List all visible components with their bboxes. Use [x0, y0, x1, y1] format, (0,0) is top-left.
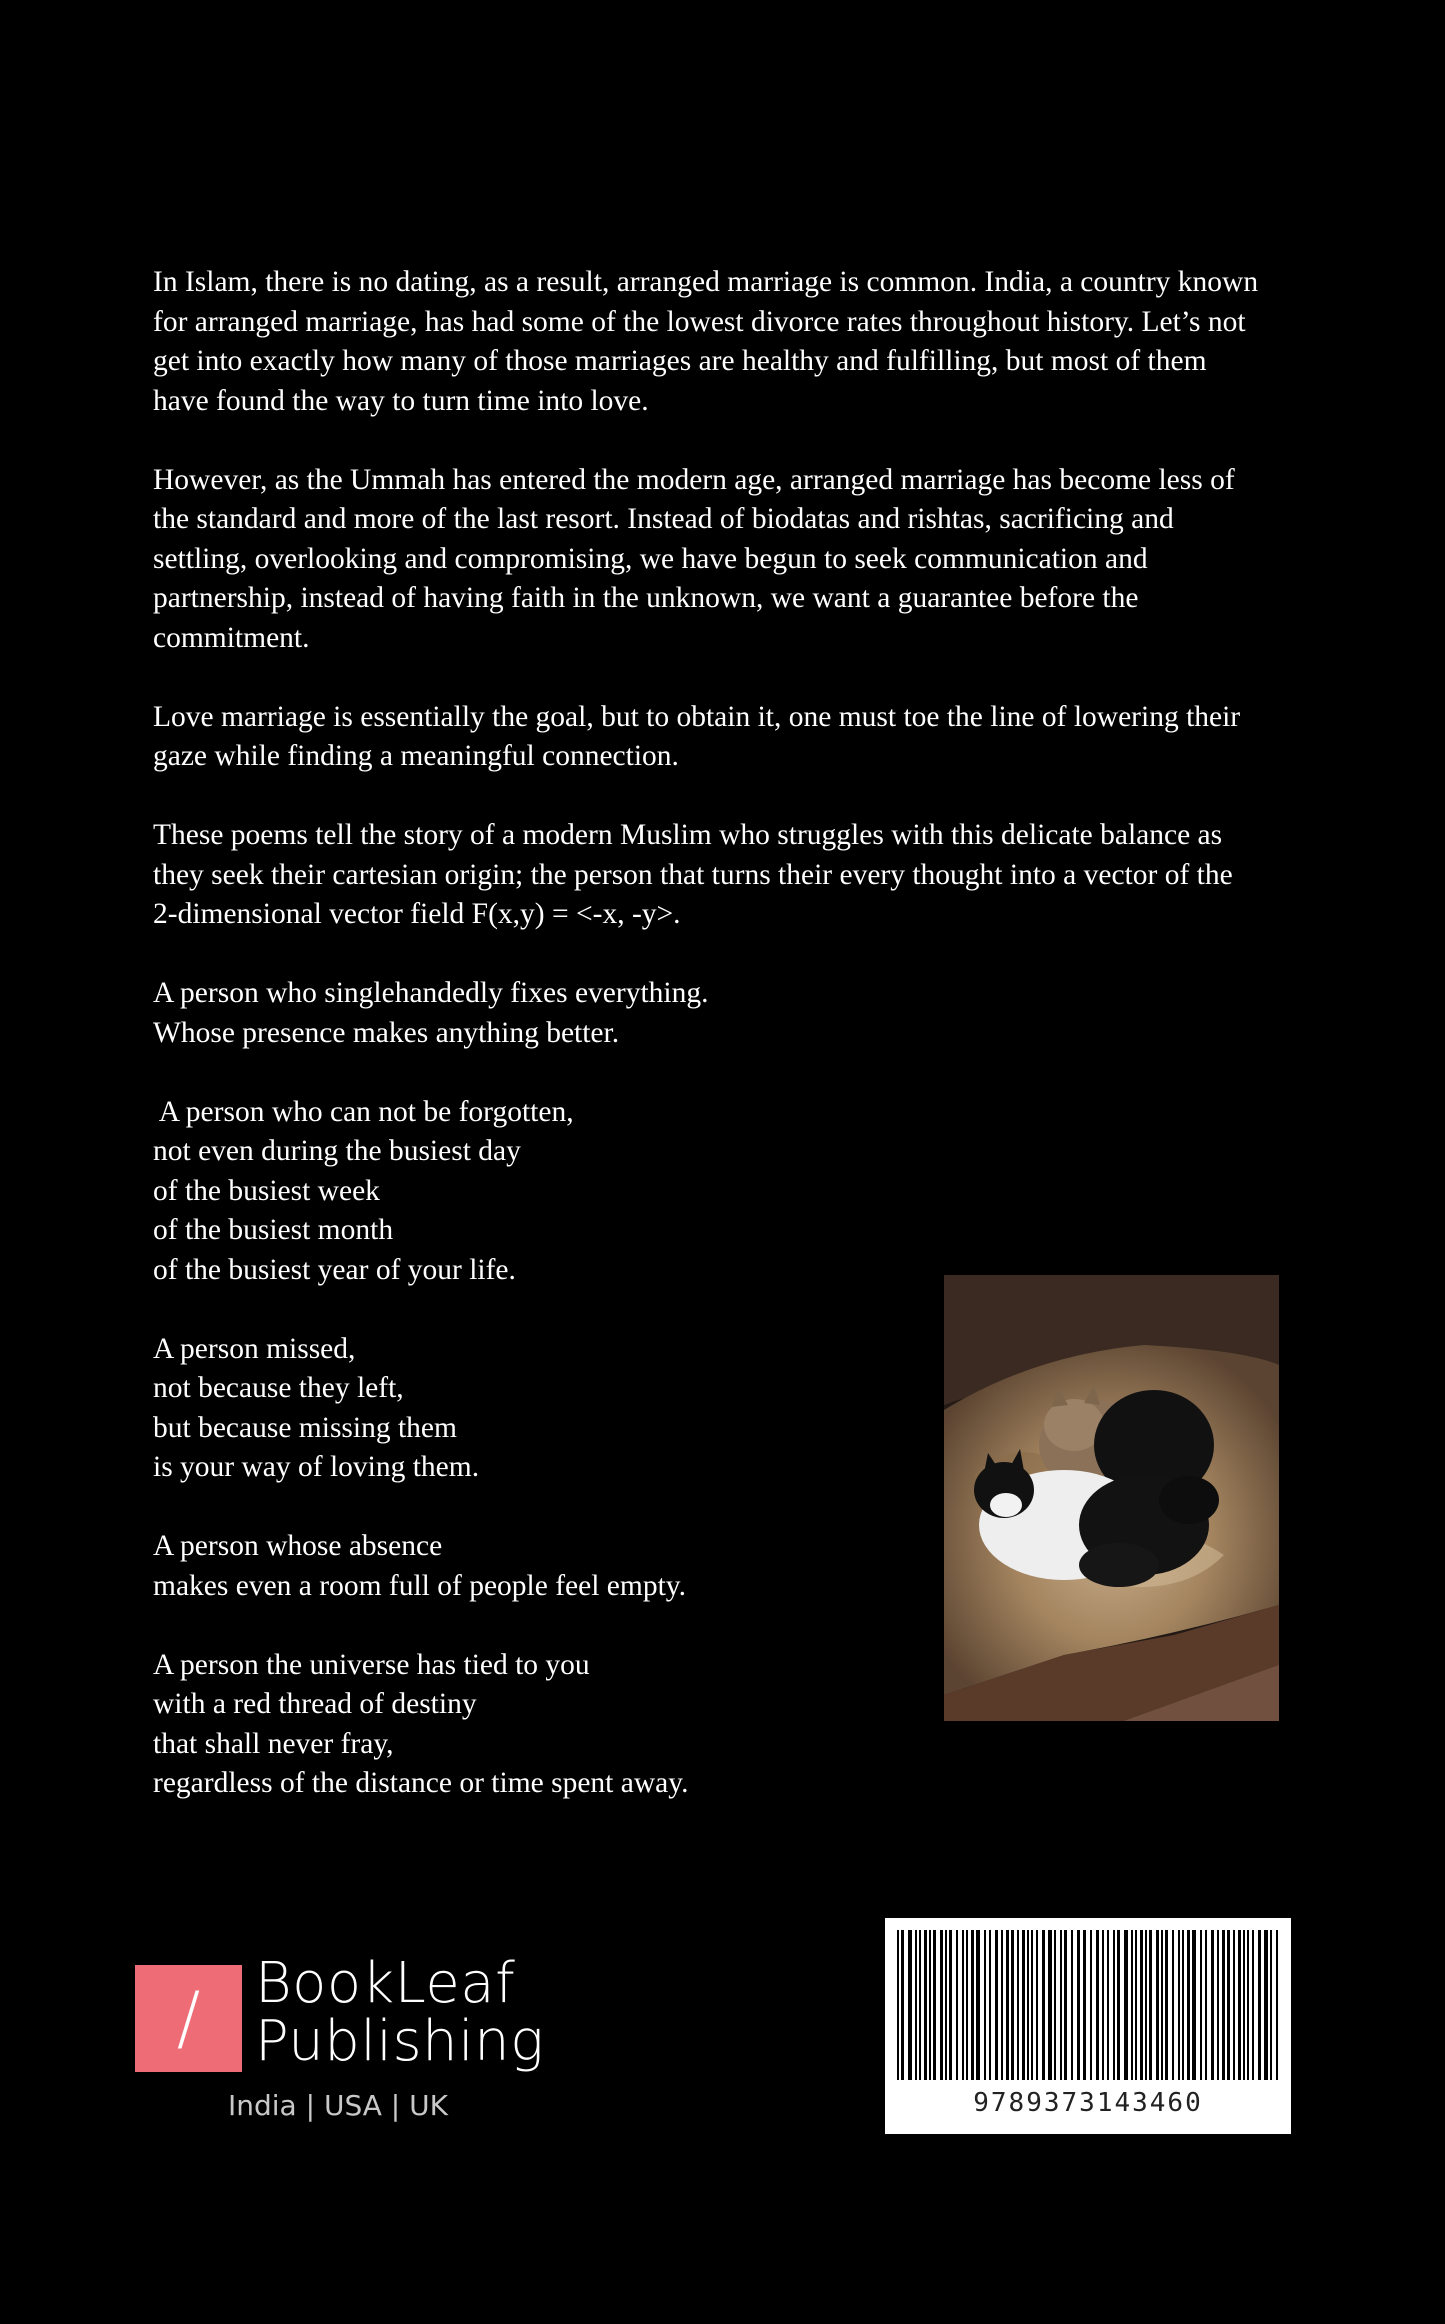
poem-line: of the busiest year of your life. — [153, 1253, 516, 1286]
barcode-bar — [1048, 1930, 1052, 2080]
poem-line: with a red thread of destiny — [153, 1688, 477, 1720]
poem-stanza — [153, 974, 1303, 1053]
text-line: for arranged marriage, has had some of the lowest divorce rates throughout history. Let’s not — [153, 305, 1246, 338]
barcode-bar — [1178, 1930, 1180, 2080]
barcode-bar — [901, 1930, 904, 2080]
text-line: settling, overlooking and compromising, we have begun to seek communication and — [153, 542, 1148, 575]
barcode-bar — [1172, 1930, 1174, 2080]
publisher-name-line2: Publishing — [255, 2009, 545, 2074]
barcode-bar — [1238, 1930, 1241, 2080]
text-line: commitment. — [153, 621, 310, 654]
barcode-bar — [1027, 1930, 1029, 2080]
barcode-bar — [1187, 1930, 1190, 2080]
text-line: get into exactly how many of those marriages are healthy and fulfilling, but most of them — [153, 345, 1207, 377]
barcode-bar — [897, 1930, 899, 2080]
barcode-bar — [966, 1930, 968, 2080]
barcode-bar — [1064, 1930, 1067, 2080]
barcode-bar — [1131, 1930, 1133, 2080]
barcode-bar — [956, 1930, 958, 2080]
logo-mark — [135, 1965, 242, 2072]
barcode-bars — [885, 1918, 1291, 2088]
isbn-number: 9789373143460 — [973, 2088, 1203, 2118]
barcode-bar — [1182, 1930, 1184, 2080]
text-line: the standard and more of the last resort. Instead of biodatas and rishtas, sacrificing and — [153, 503, 1174, 535]
text-line: In Islam, there is no dating, as a result, arranged marriage is common. India, a country known — [153, 266, 1259, 298]
intro-paragraph — [153, 263, 1303, 421]
barcode-bar — [1071, 1930, 1073, 2080]
barcode-bar — [1124, 1930, 1128, 2080]
barcode-bar — [1042, 1930, 1045, 2080]
poem-line: is your way of loving them. — [153, 1451, 480, 1483]
barcode-bar — [919, 1930, 921, 2080]
intro-paragraph — [153, 816, 1303, 935]
barcode-bar — [1222, 1930, 1225, 2080]
barcode-bar — [929, 1930, 931, 2080]
barcode-bar — [1077, 1930, 1080, 2080]
barcode-bar — [962, 1930, 964, 2080]
barcode-bar — [1031, 1930, 1033, 2080]
intro-paragraph — [153, 698, 1303, 777]
poem-line: A person whose absence — [153, 1530, 443, 1562]
poem-line: that shall never fray, — [153, 1727, 394, 1760]
barcode-bar — [995, 1930, 998, 2080]
barcode-bar — [1243, 1930, 1245, 2080]
barcode-bar — [945, 1930, 947, 2080]
text-line: However, as the Ummah has entered the modern age, arranged marriage has become less of — [153, 463, 1235, 496]
barcode-bar — [1140, 1930, 1143, 2080]
barcode-bar — [1096, 1930, 1099, 2080]
text-line: 2-dimensional vector field F(x,y) = <-x, -y>. — [153, 898, 681, 930]
poem-stanza — [153, 1093, 1303, 1291]
barcode-bar — [1161, 1930, 1163, 2080]
barcode-bar — [1270, 1930, 1272, 2080]
barcode-bar — [1165, 1930, 1168, 2080]
barcode-bar — [908, 1930, 912, 2080]
barcode-bar — [1001, 1930, 1003, 2080]
publisher-logo — [135, 1951, 555, 2133]
barcode-bar — [1113, 1930, 1115, 2080]
poem-line: makes even a room full of people feel empty. — [153, 1569, 686, 1602]
text-line: they seek their cartesian origin; the person that turns their every thought into a vector of the — [153, 858, 1233, 891]
barcode-bar — [1258, 1930, 1261, 2080]
barcode-bar — [1090, 1930, 1092, 2080]
poem-line: of the busiest month — [153, 1214, 394, 1246]
publisher-tagline: India | USA | UK — [228, 2089, 448, 2122]
barcode-bar — [940, 1930, 943, 2080]
barcode-bar — [1276, 1930, 1278, 2080]
barcode-bar — [949, 1930, 952, 2080]
text-line: Love marriage is essentially the goal, but to obtain it, one must toe the line of lowering their — [153, 700, 1241, 733]
poem-line: of the busiest week — [153, 1174, 380, 1207]
cats-photo — [944, 1275, 1279, 1721]
text-line: have found the way to turn time into love. — [153, 384, 649, 417]
barcode-bar — [989, 1930, 991, 2080]
poem-line: A person missed, — [153, 1332, 356, 1365]
poem-line: A person the universe has tied to you — [153, 1648, 590, 1681]
barcode-bar — [1054, 1930, 1056, 2080]
barcode-bar — [1211, 1930, 1214, 2080]
poem-line: Whose presence makes anything better. — [153, 1016, 620, 1049]
barcode-bar — [1006, 1930, 1009, 2080]
poem-line: not even during the busiest day — [153, 1135, 521, 1167]
barcode-bar — [1217, 1930, 1219, 2080]
barcode-bar — [1156, 1930, 1159, 2080]
barcode-bar — [1205, 1930, 1207, 2080]
barcode-bar — [1102, 1930, 1104, 2080]
barcode-bar — [933, 1930, 936, 2080]
barcode-bar — [971, 1930, 974, 2080]
isbn-barcode — [885, 1918, 1291, 2134]
publisher-name-line1: BookLeaf — [255, 1951, 516, 2016]
publisher-name — [255, 1951, 545, 2074]
barcode-bar — [924, 1930, 927, 2080]
intro-paragraph — [153, 461, 1303, 659]
poem-line: A person who singlehandedly fixes everything. — [153, 977, 709, 1009]
barcode-bar — [1036, 1930, 1038, 2080]
cats-image — [944, 1275, 1279, 1721]
barcode-bar — [1017, 1930, 1019, 2080]
text-line: gaze while finding a meaningful connection. — [153, 740, 679, 772]
barcode-bar — [1107, 1930, 1109, 2080]
barcode-bar — [1083, 1930, 1086, 2080]
barcode-bar — [1022, 1930, 1025, 2080]
text-line: These poems tell the story of a modern Muslim who struggles with this delicate balance as — [153, 819, 1223, 851]
barcode-bar — [976, 1930, 980, 2080]
text-line: partnership, instead of having faith in the unknown, we want a guarantee before the — [153, 582, 1139, 614]
poem-line: regardless of the distance or time spent away. — [153, 1767, 689, 1799]
barcode-bar — [1149, 1930, 1152, 2080]
barcode-bar — [1145, 1930, 1147, 2080]
poem-line: A person who can not be forgotten, — [153, 1095, 574, 1128]
barcode-bar — [1011, 1930, 1014, 2080]
barcode-bar — [1252, 1930, 1254, 2080]
logo-slash-icon: / — [176, 1977, 201, 2059]
barcode-bar — [1247, 1930, 1249, 2080]
barcode-bar — [984, 1930, 986, 2080]
barcode-bar — [915, 1930, 917, 2080]
barcode-bar — [1060, 1930, 1062, 2080]
barcode-bar — [1135, 1930, 1137, 2080]
intro-section — [153, 263, 1303, 935]
barcode-bar — [1192, 1930, 1196, 2080]
poem-line: not because they left, — [153, 1372, 404, 1404]
barcode-bar — [1200, 1930, 1202, 2080]
barcode-bar — [1117, 1930, 1120, 2080]
barcode-bar — [1264, 1930, 1268, 2080]
barcode-bar — [1227, 1930, 1230, 2080]
barcode-bar — [1233, 1930, 1235, 2080]
poem-line: but because missing them — [153, 1411, 457, 1444]
